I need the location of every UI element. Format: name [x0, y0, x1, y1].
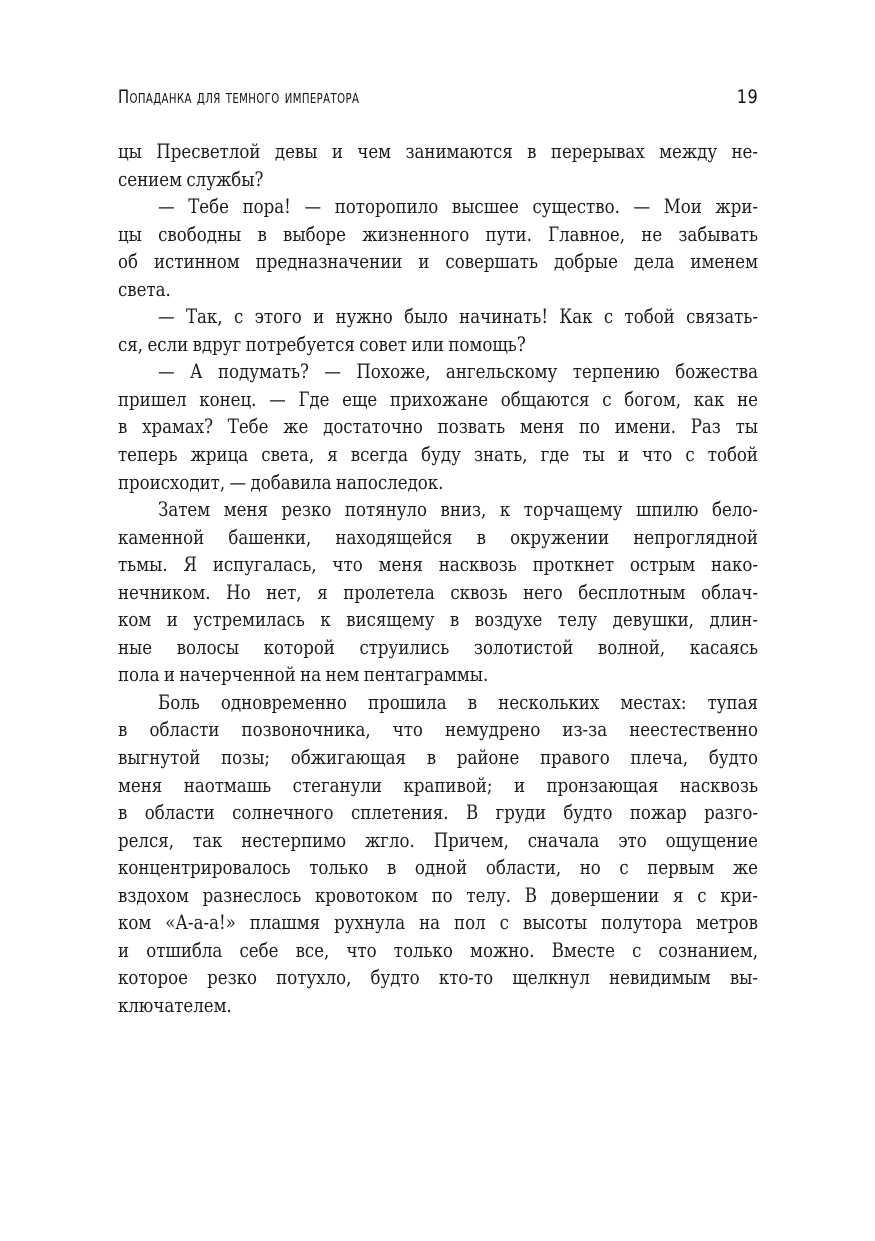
- text-line: [118, 303, 758, 331]
- text-line-content: которое резко потухло, будто кто-то щелкнул невидимым вы-: [118, 966, 758, 990]
- text-line-content: концентрировалось только в одной области, но с первым же: [118, 856, 758, 880]
- text-line-content: вздохом разнеслось кровотоком по телу. В довершении я с кри-: [118, 883, 758, 907]
- text-line-content: в области солнечного сплетения. В груди будто пожар разго-: [118, 801, 758, 825]
- text-line: [118, 882, 758, 910]
- text-line: [118, 744, 758, 772]
- text-line-content: меня наотмашь стеганули крапивой; и пронзающая насквозь: [118, 773, 758, 797]
- text-line-content: нечником. Но нет, я пролетела сквозь него бесплотным облач-: [118, 580, 758, 604]
- text-line-content: об истинном предназначении и совершать добрые дела именем: [118, 250, 758, 274]
- paragraph: [118, 193, 758, 303]
- paragraph: [118, 689, 758, 1020]
- text-line-content: теперь жрица света, я всегда буду знать, где ты и что с тобой: [118, 443, 758, 467]
- text-line: [118, 689, 758, 717]
- paragraph: [118, 138, 758, 193]
- text-line: [118, 496, 758, 524]
- text-line: [118, 937, 758, 965]
- text-line: [118, 606, 758, 634]
- text-line: [118, 992, 758, 1020]
- text-line-content: ные волосы которой струились золотистой волной, касаясь: [118, 635, 758, 659]
- text-line: [118, 716, 758, 744]
- running-header: [118, 86, 758, 116]
- paragraph: [118, 303, 758, 358]
- text-line-content: в храмах? Тебе же достаточно позвать меня по имени. Раз ты: [118, 415, 758, 439]
- text-line-content: ком «А-а-а!» плашмя рухнула на пол с высоты полутора метров: [118, 911, 758, 935]
- paragraph: [118, 496, 758, 689]
- text-line-content: выгнутой позы; обжигающая в районе правого плеча, будто: [118, 746, 758, 770]
- text-line-content: Затем меня резко потянуло вниз, к торчащему шпилю бело-: [158, 498, 758, 522]
- book-title: Попаданка для темного императора: [118, 86, 360, 108]
- text-line: [118, 827, 758, 855]
- text-line-content: тьмы. Я испугалась, что меня насквозь проткнет острым нако-: [118, 553, 758, 577]
- page-number: 19: [736, 86, 758, 108]
- text-line-content: релся, так нестерпимо жгло. Причем, сначала это ощущение: [118, 828, 758, 852]
- paragraph: [118, 358, 758, 496]
- text-line-content: пола и начерченной на нем пентаграммы.: [118, 663, 489, 687]
- text-line-content: — А подумать? — Похоже, ангельскому терпению божества: [158, 360, 758, 384]
- text-line-content: сением службы?: [118, 167, 264, 191]
- text-line-content: ключателем.: [118, 993, 232, 1017]
- text-line: [118, 221, 758, 249]
- text-line-content: и отшибла себе все, что только можно. Вместе с сознанием,: [118, 938, 758, 962]
- text-line-content: пришел конец. — Где еще прихожане общаются с богом, как не: [118, 387, 758, 411]
- text-line: [118, 441, 758, 469]
- text-line: [118, 193, 758, 221]
- text-line-content: — Так, с этого и нужно было начинать! Как с тобой связать-: [158, 305, 758, 329]
- text-line: [118, 469, 758, 497]
- text-line: [118, 166, 758, 194]
- text-line: [118, 331, 758, 359]
- text-line-content: цы свободны в выборе жизненного пути. Главное, не забывать: [118, 222, 758, 246]
- text-line: [118, 413, 758, 441]
- text-line-content: происходит, — добавила напоследок.: [118, 470, 444, 494]
- text-line: [118, 524, 758, 552]
- body-text: [118, 138, 758, 1020]
- text-line: [118, 772, 758, 800]
- text-line: [118, 964, 758, 992]
- text-line-content: цы Пресветлой девы и чем занимаются в перерывах между не-: [118, 140, 758, 163]
- text-line: [118, 138, 758, 166]
- text-line: [118, 386, 758, 414]
- text-line-content: Боль одновременно прошила в нескольких местах: тупая: [158, 690, 758, 714]
- text-line-content: — Тебе пора! — поторопило высшее существо. — Мои жри-: [158, 195, 758, 219]
- text-line: [118, 799, 758, 827]
- text-line: [118, 579, 758, 607]
- text-line: [118, 551, 758, 579]
- text-line: [118, 854, 758, 882]
- text-line: [118, 248, 758, 276]
- text-line-content: ся, если вдруг потребуется совет или помощь?: [118, 332, 526, 356]
- text-line-content: ком и устремилась к висящему в воздухе телу девушки, длин-: [118, 608, 758, 632]
- text-line: [118, 909, 758, 937]
- text-line: [118, 358, 758, 386]
- text-line-content: в области позвоночника, что немудрено из-за неестественно: [118, 718, 758, 742]
- text-line: [118, 276, 758, 304]
- text-line: [118, 634, 758, 662]
- text-line: [118, 661, 758, 689]
- text-line-content: каменной башенки, находящейся в окружении непроглядной: [118, 525, 758, 549]
- text-line-content: света.: [118, 277, 171, 301]
